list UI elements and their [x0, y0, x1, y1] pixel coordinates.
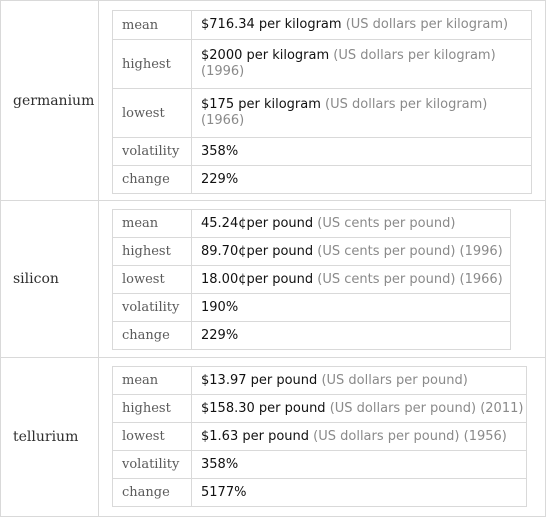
property-row-change [113, 479, 527, 507]
property-label: mean [113, 367, 192, 395]
material-row-germanium [1, 1, 545, 201]
property-label: highest [113, 40, 192, 89]
property-row-change [113, 322, 511, 350]
property-label: lowest [113, 89, 192, 138]
material-name: tellurium [1, 358, 99, 516]
unit-text: (US dollars per pound) [313, 428, 460, 444]
year-text: (1956) [463, 428, 507, 444]
property-value [192, 238, 511, 266]
material-row-silicon [1, 201, 545, 358]
property-row-lowest [113, 423, 527, 451]
property-row-lowest [113, 266, 511, 294]
unit-text: (US cents per pound) [317, 215, 456, 231]
value-text: 45.24¢per pound [201, 215, 314, 231]
property-row-mean [113, 367, 527, 395]
value-text: $158.30 per pound [201, 400, 326, 416]
property-value [192, 40, 532, 89]
year-text: (1966) [201, 113, 245, 128]
property-value: 190% [192, 294, 511, 322]
property-label: volatility [113, 138, 192, 166]
property-row-mean [113, 210, 511, 238]
property-value: 358% [192, 451, 527, 479]
property-label: mean [113, 11, 192, 40]
year-text: (2011) [480, 400, 524, 416]
unit-text: (US cents per pound) [317, 243, 456, 259]
value-text: $13.97 per pound [201, 372, 318, 388]
year-text: (1996) [201, 64, 245, 79]
properties-table-silicon [112, 209, 511, 350]
property-label: highest [113, 395, 192, 423]
value-text: $1.63 per pound [201, 428, 310, 444]
property-row-volatility [113, 451, 527, 479]
unit-text: (US dollars per pound) [321, 372, 468, 388]
property-label: change [113, 166, 192, 194]
properties-table-tellurium [112, 366, 527, 507]
property-row-volatility [113, 138, 532, 166]
property-value [192, 11, 532, 40]
property-row-lowest [113, 89, 532, 138]
unit-text: (US dollars per kilogram) [345, 17, 509, 32]
material-name: germanium [1, 1, 99, 200]
property-label: lowest [113, 266, 192, 294]
property-label: mean [113, 210, 192, 238]
year-text: (1996) [459, 243, 503, 259]
property-label: volatility [113, 451, 192, 479]
properties-table-germanium [112, 10, 532, 194]
property-label: volatility [113, 294, 192, 322]
property-row-volatility [113, 294, 511, 322]
property-row-highest [113, 238, 511, 266]
property-value: 358% [192, 138, 532, 166]
property-row-mean [113, 11, 532, 40]
property-label: highest [113, 238, 192, 266]
property-value [192, 423, 527, 451]
property-value [192, 89, 532, 138]
property-label: change [113, 322, 192, 350]
value-text: 18.00¢per pound [201, 271, 314, 287]
value-text: $716.34 per kilogram [201, 17, 342, 32]
unit-text: (US dollars per kilogram) [333, 48, 496, 63]
value-text: $2000 per kilogram [201, 48, 330, 63]
value-text: $175 per kilogram [201, 97, 321, 112]
property-value: 5177% [192, 479, 527, 507]
unit-text: (US dollars per kilogram) [325, 97, 488, 112]
value-text: 89.70¢per pound [201, 243, 314, 259]
property-value [192, 367, 527, 395]
property-row-highest [113, 395, 527, 423]
unit-text: (US cents per pound) [317, 271, 456, 287]
year-text: (1966) [459, 271, 503, 287]
material-row-tellurium [1, 358, 545, 516]
property-value [192, 210, 511, 238]
property-row-change [113, 166, 532, 194]
property-value: 229% [192, 322, 511, 350]
material-name: silicon [1, 201, 99, 357]
property-label: change [113, 479, 192, 507]
property-label: lowest [113, 423, 192, 451]
property-value [192, 395, 527, 423]
property-value [192, 266, 511, 294]
unit-text: (US dollars per pound) [329, 400, 477, 416]
property-row-highest [113, 40, 532, 89]
property-value: 229% [192, 166, 532, 194]
